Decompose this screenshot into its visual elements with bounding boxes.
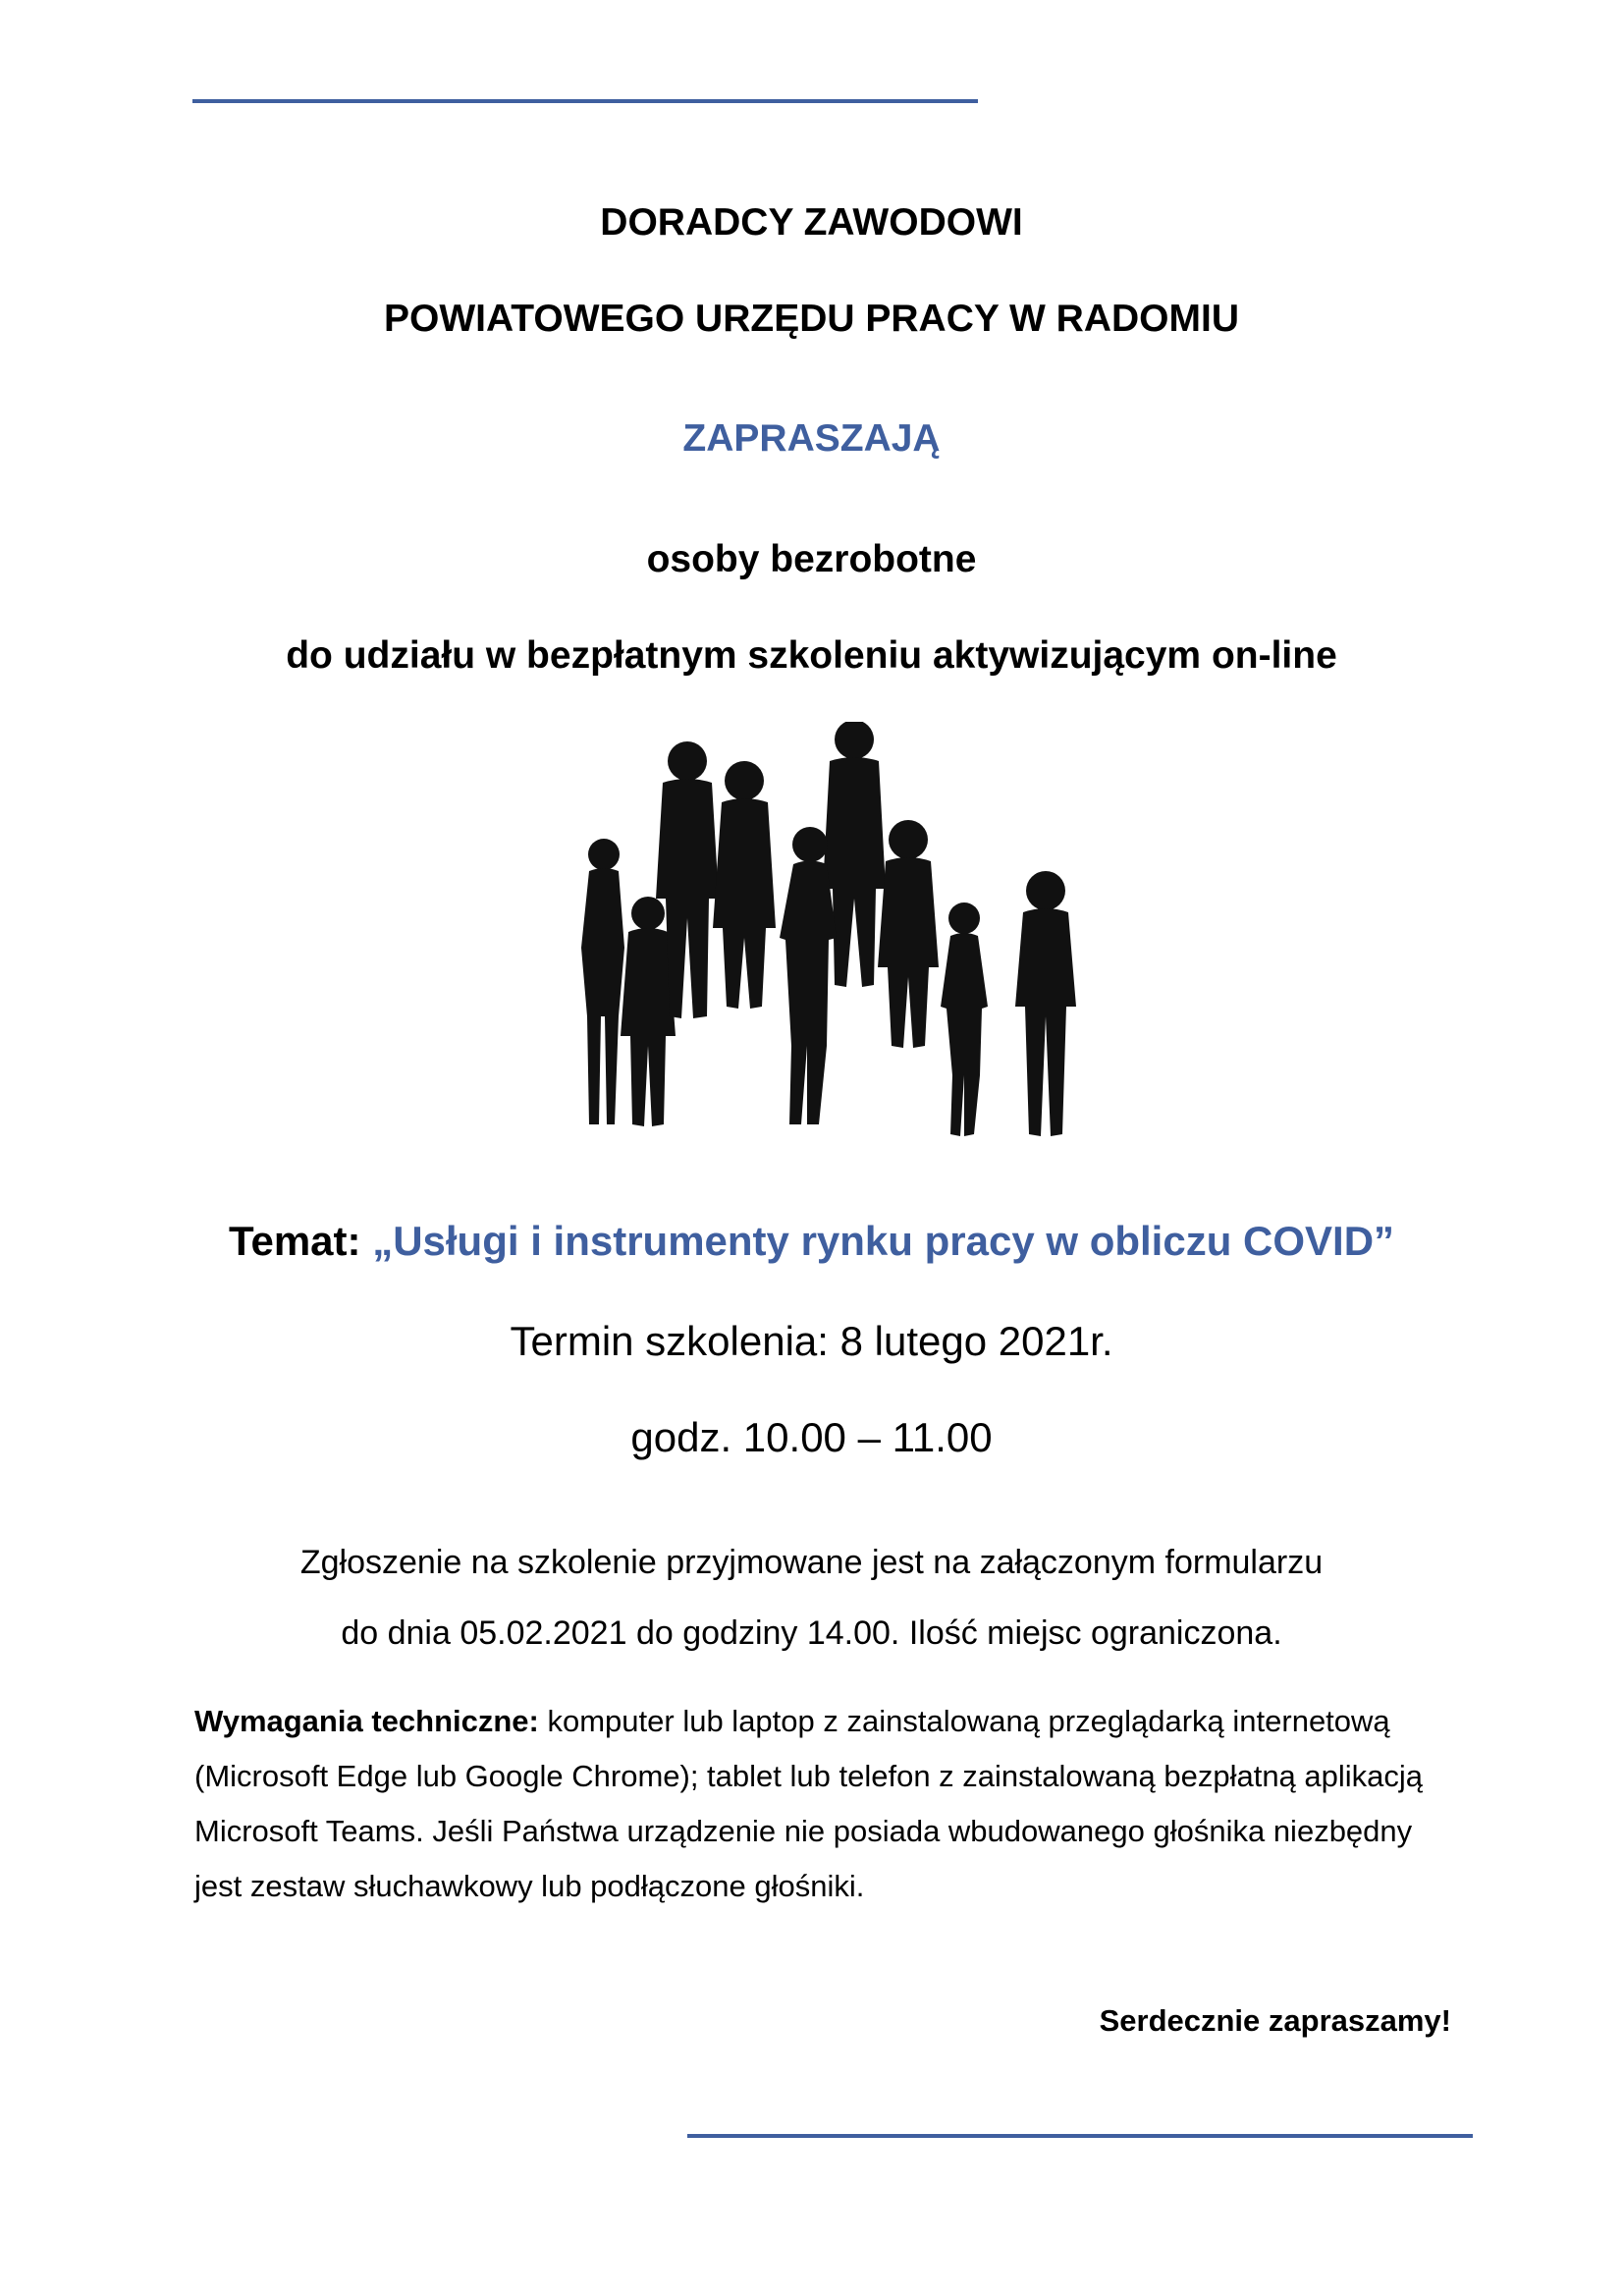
requirements-text: komputer lub laptop z zainstalowaną przeglądarką internetową (Microsoft Edge lub Google Chrome); tablet lub telefon z zainstalowaną bezpłatną aplikacją Microsoft Teams. Jeśli Państwa urządzenie nie posiada wbudowanego głośnika niezbędny jest zestaw słuchawkowy lub podłączone głośniki. — [194, 1704, 1424, 1903]
closing-text: Serdecznie zapraszamy! — [1099, 2003, 1451, 2038]
people-silhouettes-image — [550, 722, 1088, 1172]
audience-line: osoby bezrobotne — [646, 538, 977, 580]
invite-heading: ZAPRASZAJĄ — [682, 417, 941, 460]
registration-line-2: do dnia 05.02.2021 do godziny 14.00. Ilość miejsc ograniczona. — [341, 1614, 1282, 1652]
bottom-divider — [687, 2134, 1473, 2138]
registration-line-1: Zgłoszenie na szkolenie przyjmowane jest na załączonym formularzu — [299, 1544, 1324, 1581]
silhouette-group — [581, 722, 1076, 1136]
topic-line — [0, 1218, 1623, 1265]
training-date: Termin szkolenia: 8 lutego 2021r. — [510, 1318, 1113, 1364]
technical-requirements — [194, 1694, 1451, 1914]
purpose-line: do udziału w bezpłatnym szkoleniu aktywizującym on-line — [286, 634, 1337, 677]
training-hours: godz. 10.00 – 11.00 — [630, 1414, 993, 1460]
topic-title: „Usługi i instrumenty rynku pracy w obliczu COVID” — [372, 1218, 1395, 1264]
topic-label: Temat: — [228, 1218, 361, 1264]
heading-line-2: POWIATOWEGO URZĘDU PRACY W RADOMIU — [384, 298, 1239, 340]
heading-line-1: DORADCY ZAWODOWI — [600, 201, 1023, 244]
top-divider — [192, 99, 978, 103]
requirements-label: Wymagania techniczne: — [194, 1704, 539, 1738]
